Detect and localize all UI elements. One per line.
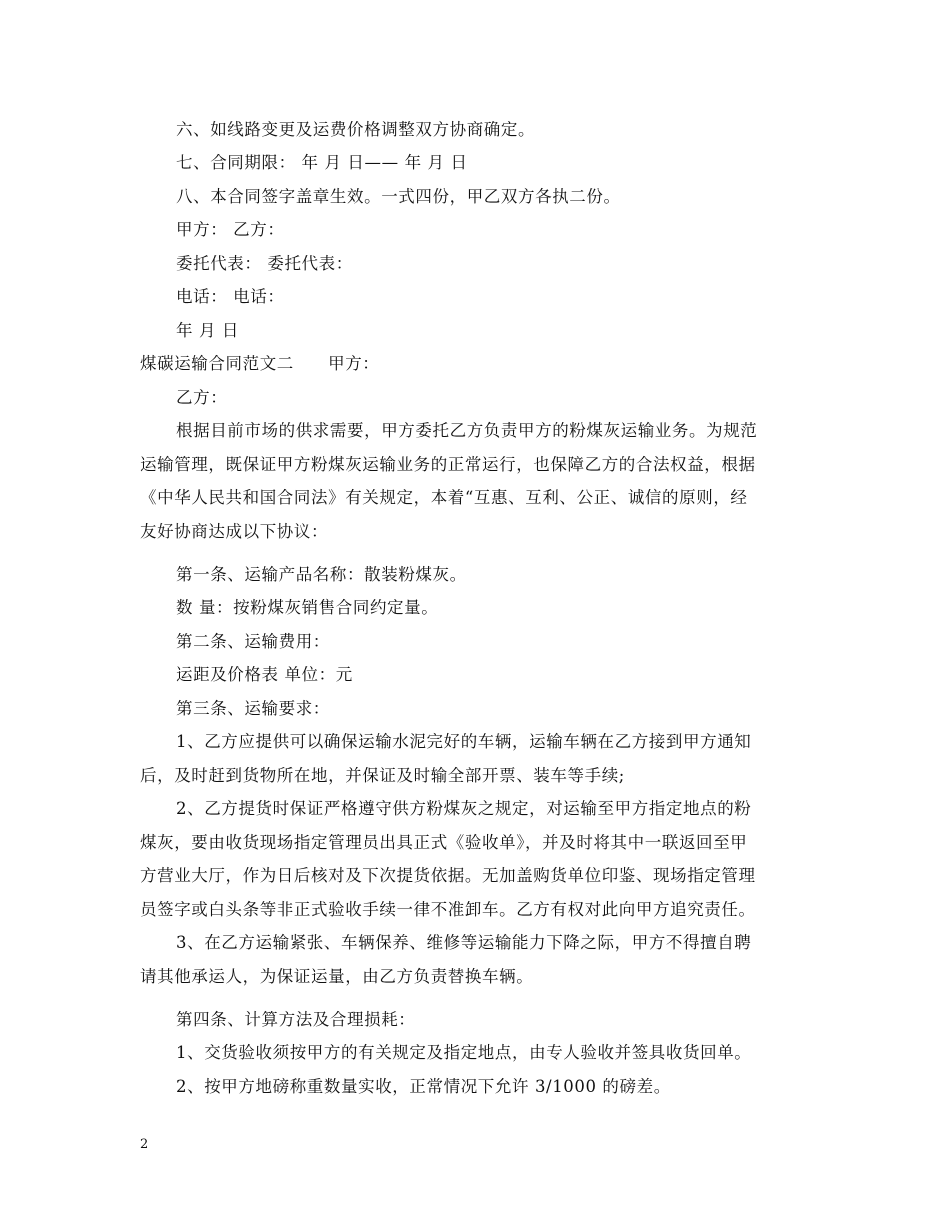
party-b: 乙方： (176, 388, 228, 407)
clause-7: 七、合同期限： 年 月 日—— 年 月 日 (176, 153, 468, 172)
requirement-3-cont: 请其他承运人，为保证运量，由乙方负责替换车辆。 (140, 967, 534, 986)
signature-parties: 甲方： 乙方： (176, 220, 285, 239)
preamble-line: 根据目前市场的供求需要，甲方委托乙方负责甲方的粉煤灰运输业务。为规范 (176, 421, 758, 440)
clause-8: 八、本合同签字盖章生效。一式四份，甲乙双方各执二份。 (176, 187, 621, 206)
requirement-1-cont: 后，及时赶到货物所在地，并保证及时输全部开票、装车等手续; (140, 766, 625, 785)
article-3: 第三条、运输要求： (176, 699, 330, 718)
price-table-caption: 运距及价格表 单位：元 (176, 665, 353, 684)
requirement-2-cont: 煤灰，要由收货现场指定管理员出具正式《验收单》，并及时将其中一联返回至甲 (140, 833, 748, 852)
quantity: 数 量：按粉煤灰销售合同约定量。 (176, 598, 439, 617)
signature-representatives: 委托代表： 委托代表： (176, 254, 353, 273)
preamble-line: 运输管理，既保证甲方粉煤灰运输业务的正常运行，也保障乙方的合法权益，根据 (140, 455, 756, 474)
calculation-2: 2、按甲方地磅称重数量实收，正常情况下允许 3/1000 的磅差。 (176, 1077, 671, 1096)
requirement-2: 2、乙方提货时保证严格遵守供方粉煤灰之规定，对运输至甲方指定地点的粉 (176, 799, 752, 818)
requirement-3: 3、在乙方运输紧张、车辆保养、维修等运输能力下降之际，甲方不得擅自聘 (176, 933, 752, 952)
page-number: 2 (140, 1137, 149, 1152)
article-1: 第一条、运输产品名称：散装粉煤灰。 (176, 565, 467, 584)
requirement-1: 1、乙方应提供可以确保运输水泥完好的车辆，运输车辆在乙方接到甲方通知 (176, 732, 752, 751)
article-4: 第四条、计算方法及合理损耗： (176, 1010, 416, 1029)
signature-date: 年 月 日 (176, 321, 239, 340)
article-2: 第二条、运输费用： (176, 632, 330, 651)
preamble-line: 友好协商达成以下协议： (140, 522, 329, 541)
section-title: 煤碳运输合同范文二 甲方： (140, 354, 380, 373)
signature-phones: 电话： 电话： (176, 287, 285, 306)
requirement-2-cont: 员签字或白头条等非正式验收手续一律不准卸车。乙方有权对此向甲方追究责任。 (140, 900, 756, 919)
preamble-line: 《中华人民共和国合同法》有关规定，本着“互惠、互利、公正、诚信的原则，经 (140, 488, 748, 507)
calculation-1: 1、交货验收须按甲方的有关规定及指定地点，由专人验收并签具收货回单。 (176, 1043, 752, 1062)
requirement-2-cont: 方营业大厅，作为日后核对及下次提货依据。无加盖购货单位印鉴、现场指定管理 (140, 866, 756, 885)
clause-6: 六、如线路变更及运费价格调整双方协商确定。 (176, 120, 536, 139)
